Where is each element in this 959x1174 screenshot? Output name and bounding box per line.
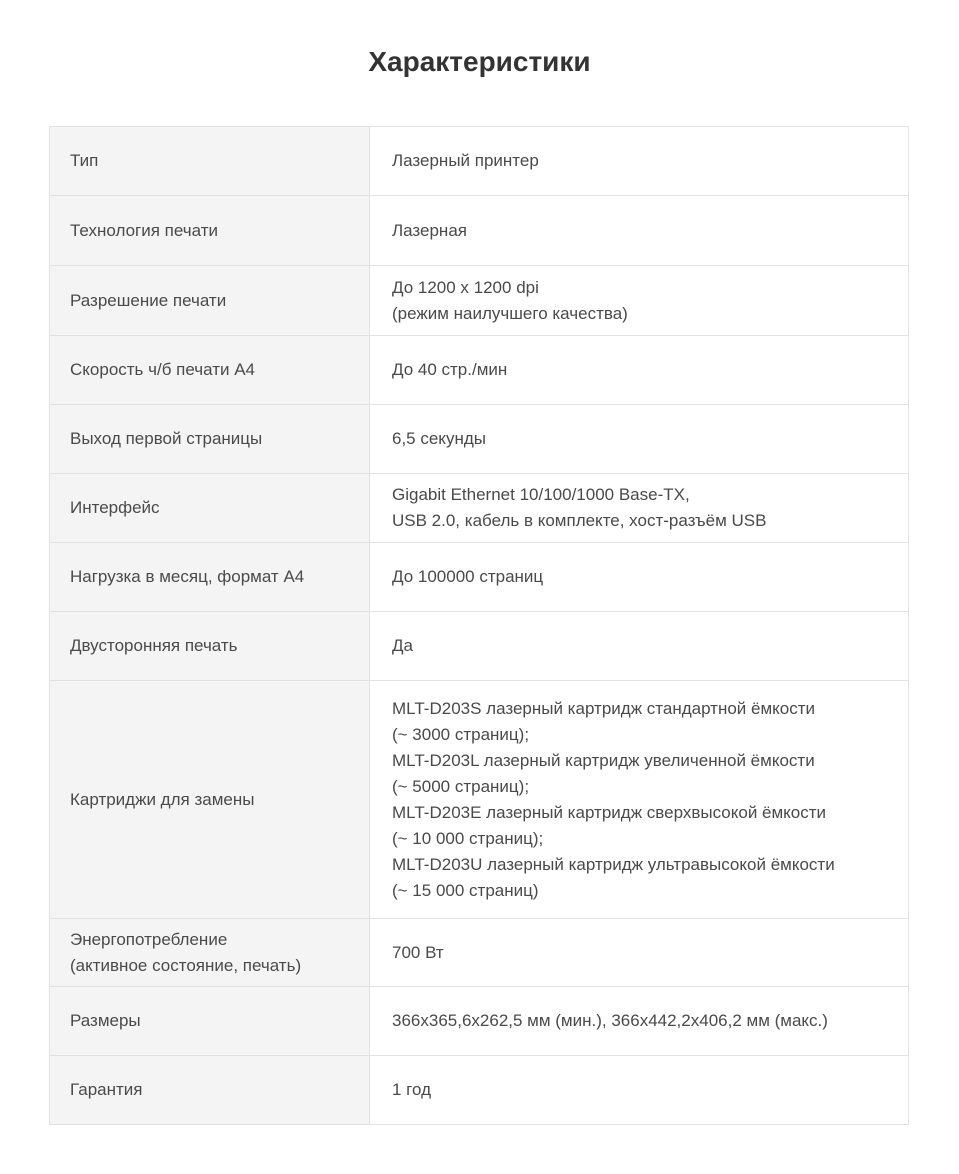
- spec-value: До 1200 x 1200 dpi (режим наилучшего качества): [370, 266, 909, 336]
- spec-value: 6,5 секунды: [370, 405, 909, 474]
- spec-value: Gigabit Ethernet 10/100/1000 Base-TX, USB 2.0, кабель в комплекте, хост-разъём USB: [370, 474, 909, 543]
- page-title: Характеристики: [368, 46, 591, 77]
- spec-value: 366x365,6x262,5 мм (мин.), 366x442,2x406,2 мм (макс.): [370, 987, 909, 1056]
- table-row: [50, 336, 909, 405]
- spec-label: Картриджи для замены: [50, 681, 370, 919]
- table-row: [50, 474, 909, 543]
- spec-value: Лазерный принтер: [370, 127, 909, 196]
- spec-value: 700 Вт: [370, 919, 909, 987]
- table-row: [50, 543, 909, 612]
- spec-label: Разрешение печати: [50, 266, 370, 336]
- spec-value: Да: [370, 612, 909, 681]
- spec-value: 1 год: [370, 1056, 909, 1125]
- spec-label: Нагрузка в месяц, формат А4: [50, 543, 370, 612]
- spec-value: MLT-D203S лазерный картридж стандартной ёмкости (~ 3000 страниц); MLT-D203L лазерный картридж увеличенной ёмкости (~ 5000 страниц); MLT-D203E лазерный картридж сверхвысокой ёмкости (~ 10 000 страниц); MLT-D203U лазерный картридж ультравысокой ёмкости (~ 15 000 страниц): [370, 681, 909, 919]
- table-row: [50, 919, 909, 987]
- spec-label: Выход первой страницы: [50, 405, 370, 474]
- spec-label: Интерфейс: [50, 474, 370, 543]
- table-row: [50, 405, 909, 474]
- spec-value: До 100000 страниц: [370, 543, 909, 612]
- spec-label: Тип: [50, 127, 370, 196]
- table-row: [50, 1056, 909, 1125]
- table-row: [50, 987, 909, 1056]
- spec-label: Скорость ч/б печати А4: [50, 336, 370, 405]
- table-row: [50, 196, 909, 266]
- spec-label: Технология печати: [50, 196, 370, 266]
- table-row: [50, 612, 909, 681]
- spec-label: Размеры: [50, 987, 370, 1056]
- table-row: [50, 127, 909, 196]
- table-row: [50, 681, 909, 919]
- table-row: [50, 266, 909, 336]
- spec-value: До 40 стр./мин: [370, 336, 909, 405]
- spec-label: Энергопотребление (активное состояние, печать): [50, 919, 370, 987]
- specs-table: [49, 126, 909, 1125]
- spec-label: Двусторонняя печать: [50, 612, 370, 681]
- spec-label: Гарантия: [50, 1056, 370, 1125]
- spec-value: Лазерная: [370, 196, 909, 266]
